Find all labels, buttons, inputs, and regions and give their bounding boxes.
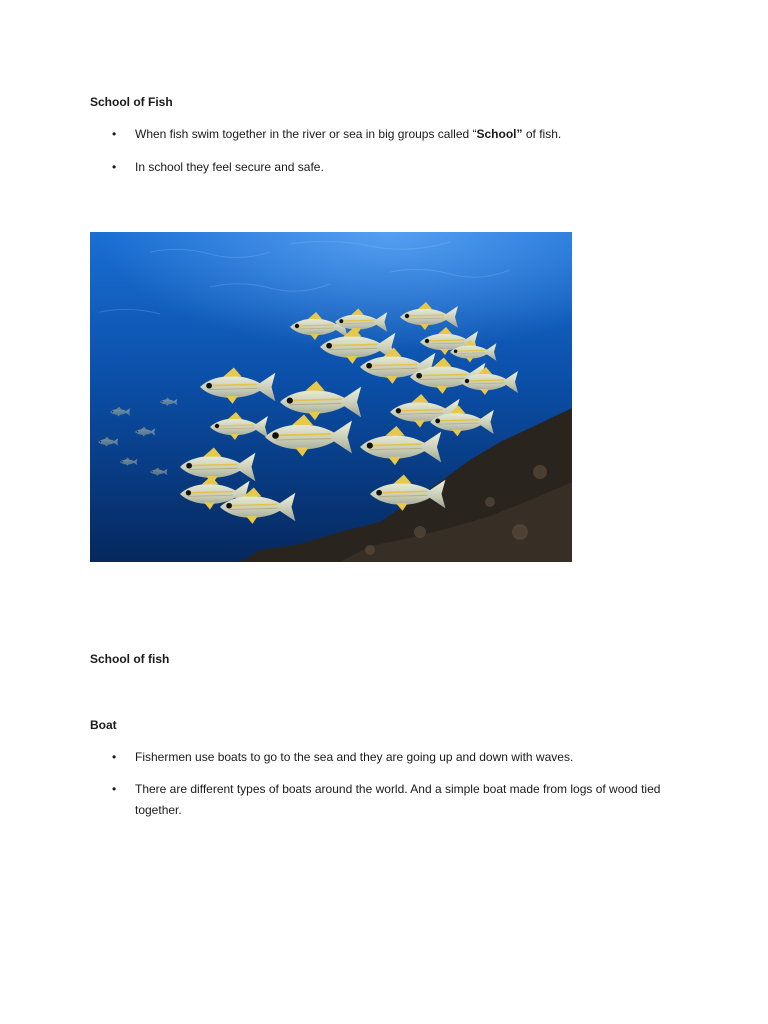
school-of-fish-photo-icon <box>90 232 572 562</box>
list-item <box>90 124 690 145</box>
bullet-text-part: of fish. <box>522 127 562 141</box>
image-caption: School of fish <box>90 652 170 666</box>
bullet-icon: • <box>112 127 117 141</box>
bullet-text: Fishermen use boats to go to the sea and they are going up and down with waves. <box>135 750 574 764</box>
bullet-icon: • <box>112 160 117 174</box>
bullet-icon: • <box>112 750 117 764</box>
bullet-text: In school they feel secure and safe. <box>135 160 324 174</box>
boat-bullet-list <box>90 747 690 821</box>
list-item <box>90 747 690 768</box>
section-heading-boat: Boat <box>90 718 117 732</box>
school-of-fish-photo <box>90 232 572 562</box>
bullet-text-bold: School” <box>476 127 523 141</box>
list-item <box>90 779 690 821</box>
bullet-text: There are different types of boats around the world. And a simple boat made from logs of wood tied together. <box>135 782 661 817</box>
school-of-fish-bullet-list <box>90 124 690 178</box>
list-item <box>90 157 690 178</box>
bullet-text-part: When fish swim together in the river or sea in big groups called “ <box>135 127 477 141</box>
section-heading-school-of-fish: School of Fish <box>90 95 173 109</box>
bullet-icon: • <box>112 782 117 796</box>
